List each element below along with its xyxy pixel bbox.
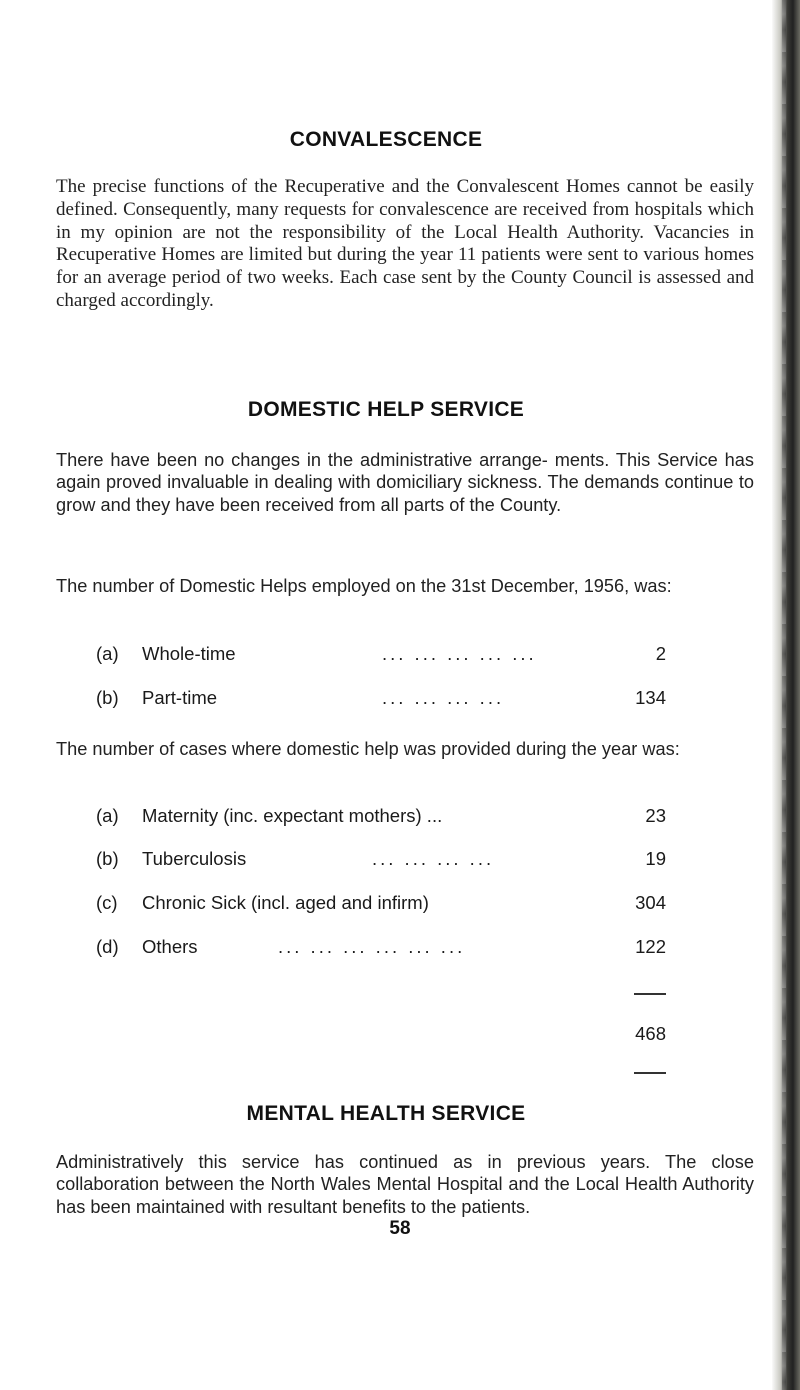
row-value: 134 (635, 687, 666, 708)
row-label: (d) (96, 936, 119, 957)
page-number: 58 (389, 1218, 411, 1239)
employed-intro: The number of Domestic Helps employed on the 31st December, 1956, was: (56, 576, 672, 596)
row-value: 23 (645, 805, 666, 826)
row-value: 304 (635, 892, 666, 913)
total-rule-bottom (634, 1072, 666, 1074)
row-value: 2 (655, 643, 666, 664)
row-label: (a) (96, 643, 119, 664)
row-value: 19 (645, 848, 666, 869)
row-text: Whole-time (142, 643, 236, 664)
convalescence-paragraph: The precise functions of the Recuperative and the Convalescent Homes cannot be easily defined. Consequently, many requests for convalescence are received from hospitals which in my opinion are not the responsibility of the Local Health Authority. Vacancies in Recuperative Homes are limited but during the year 11 patients were sent to various homes for an average period of two weeks. Each case sent by the County Council is assessed and charged accordingly. (56, 176, 754, 311)
leader-dots: ... ... ... ... ... (382, 643, 537, 664)
row-value: 122 (635, 936, 666, 957)
row-text: Chronic Sick (incl. aged and infirm) (142, 892, 429, 913)
mental-health-paragraph: Administratively this service has continued as in previous years. The close collaboration between the North Wales Mental Hospital and the Local Health Authority has been maintained with resultant benefits to the patients. (56, 1152, 754, 1217)
leader-dots: ... ... ... ... (382, 687, 505, 708)
binding-edge (772, 0, 800, 1390)
total-rule-top (634, 993, 666, 995)
row-text: Maternity (inc. expectant mothers) ... (142, 805, 443, 826)
row-label: (c) (96, 892, 118, 913)
row-text: Tuberculosis (142, 848, 247, 869)
domestic-help-paragraph: There have been no changes in the administrative arrange- ments. This Service has again proved invaluable in dealing with domiciliary sickness. The demands continue to grow and they have been received from all parts of the County. (56, 450, 754, 515)
row-label: (a) (96, 805, 119, 826)
row-label: (b) (96, 687, 119, 708)
convalescence-heading: CONVALESCENCE (289, 128, 483, 151)
mental-health-heading: MENTAL HEALTH SERVICE (246, 1102, 526, 1125)
row-label: (b) (96, 848, 119, 869)
leader-dots: ... ... ... ... ... ... (278, 936, 466, 957)
row-text: Part-time (142, 687, 218, 708)
cases-intro: The number of cases where domestic help was provided during the year was: (56, 739, 680, 759)
leader-dots: ... ... ... ... (372, 848, 495, 869)
row-text: Others (142, 936, 198, 957)
total-value: 468 (635, 1023, 666, 1044)
domestic-help-heading: DOMESTIC HELP SERVICE (247, 398, 525, 421)
